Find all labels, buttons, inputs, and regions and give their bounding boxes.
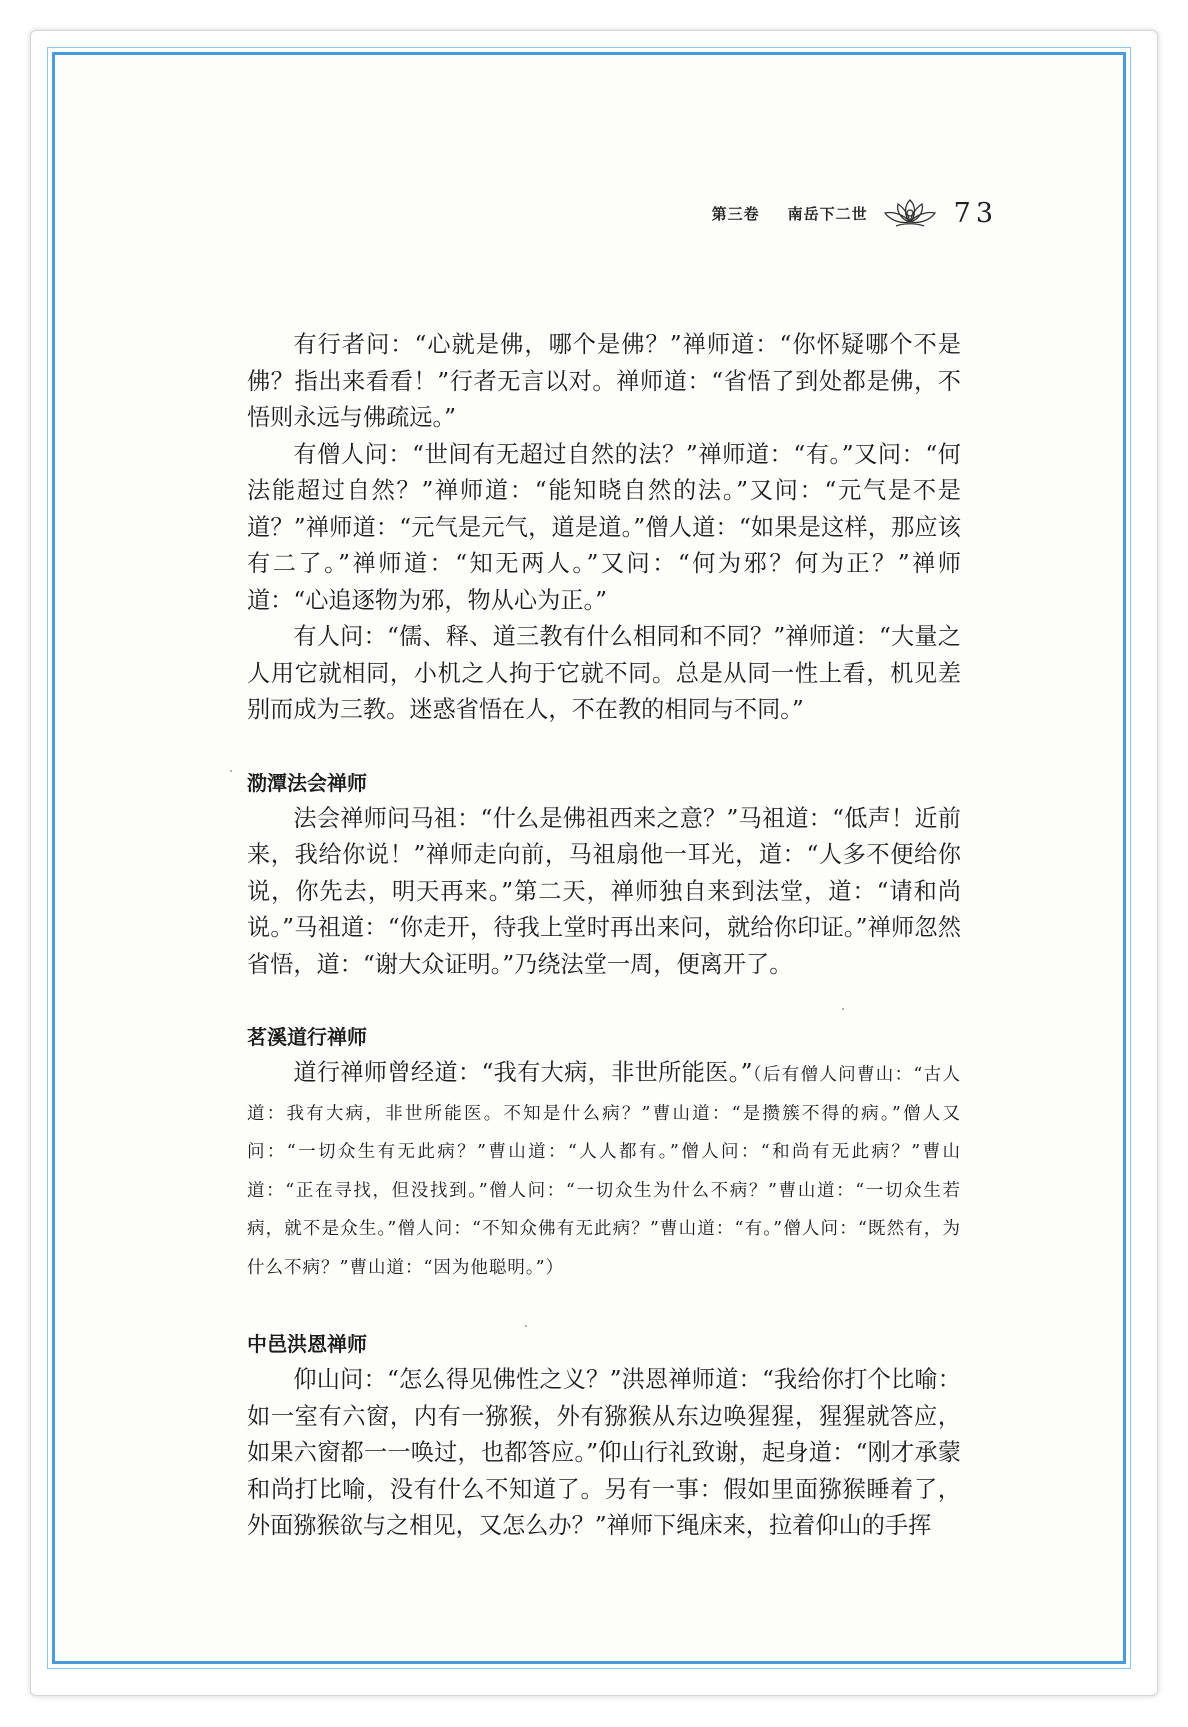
section-text-daoxing <box>247 1055 961 1286</box>
section-heading-daoxing: 茗溪道行禅师 <box>247 1025 367 1049</box>
section-text-hongen: 仰山问：“怎么得见佛性之义？”洪恩禅师道：“我给你打个比喻：如一室有六窗，内有一猕猴，外有猕猴从东边唤猩猩，猩猩就答应，如果六窗都一一唤过，也都答应。”仰山行礼致谢，起身道：“刚才承蒙和尚打比喻，没有什么不知道了。另有一事：假如里面猕猴睡着了，外面猕猴欲与之相见，又怎么办？”禅师下绳床来，拉着仰山的手挥 <box>247 1366 961 1539</box>
chapter-label: 南岳下二世 <box>787 204 868 223</box>
section-heading-fahui: 泐潭法会禅师 <box>247 770 367 795</box>
paper-speck <box>842 1008 844 1010</box>
paper-speck <box>525 1325 527 1327</box>
section-text-daoxing-main: 道行禅师曾经道：“我有大病，非世所能医。” <box>293 1059 753 1086</box>
volume-label: 第三卷 <box>711 204 760 223</box>
paper-speck <box>230 770 232 772</box>
section-heading-hongen: 中邑洪恩禅师 <box>247 1332 367 1356</box>
paragraph-1: 有行者问：“心就是佛，哪个是佛？”禅师道：“你怀疑哪个不是佛？指出来看看！”行者无言以对。禅师道：“省悟了到处都是佛，不悟则永远与佛疏远。” <box>247 331 961 431</box>
paragraph-2: 有僧人问：“世间有无超过自然的法？”禅师道：“有。”又问：“何法能超过自然？”禅师道：“能知晓自然的法。”又问：“元气是不是道？”禅师道：“元气是元气，道是道。”僧人道：“如果是这样，那应该有二了。”禅师道：“知无两人。”又问：“何为邪？何为正？”禅师道：“心追逐物为邪，物从心为正。” <box>247 440 961 614</box>
section-text-fahui: 法会禅师问马祖：“什么是佛祖西来之意？”马祖道：“低声！近前来，我给你说！”禅师走向前，马祖扇他一耳光，道：“人多不便给你说，你先去，明天再来。”第二天，禅师独自来到法堂，道：“请和尚说。”马祖道：“你走开，待我上堂时再出来问，就给你印证。”禅师忽然省悟，道：“谢大众证明。”乃绕法堂一周，便离开了。 <box>247 804 961 978</box>
page-number: 73 <box>953 197 998 229</box>
annotation-note: （后有僧人问曹山：“古人道：我有大病，非世所能医。不知是什么病？”曹山道：“是攒簇不得的病。”僧人又问：“一切众生有无此病？”曹山道：“人人都有。”僧人问：“和尚有无此病？”曹山道：“正在寻找，但没找到。”僧人问：“一切众生为什么不病？”曹山道：“一切众生若病，就不是众生。”僧人问：“不知众佛有无此病？”曹山道：“有。”僧人问：“既然有，为什么不病？”曹山道：“因为他聪明。”） <box>247 1065 962 1278</box>
lotus-icon <box>882 196 938 230</box>
body-text <box>247 327 961 1545</box>
paragraph-3: 有人问：“儒、释、道三教有什么相同和不同？”禅师道：“大量之人用它就相同，小机之人拘于它就不同。总是从同一性上看，机见差别而成为三教。迷惑省悟在人，不在教的相同与不同。” <box>247 623 961 723</box>
running-header <box>712 196 998 230</box>
